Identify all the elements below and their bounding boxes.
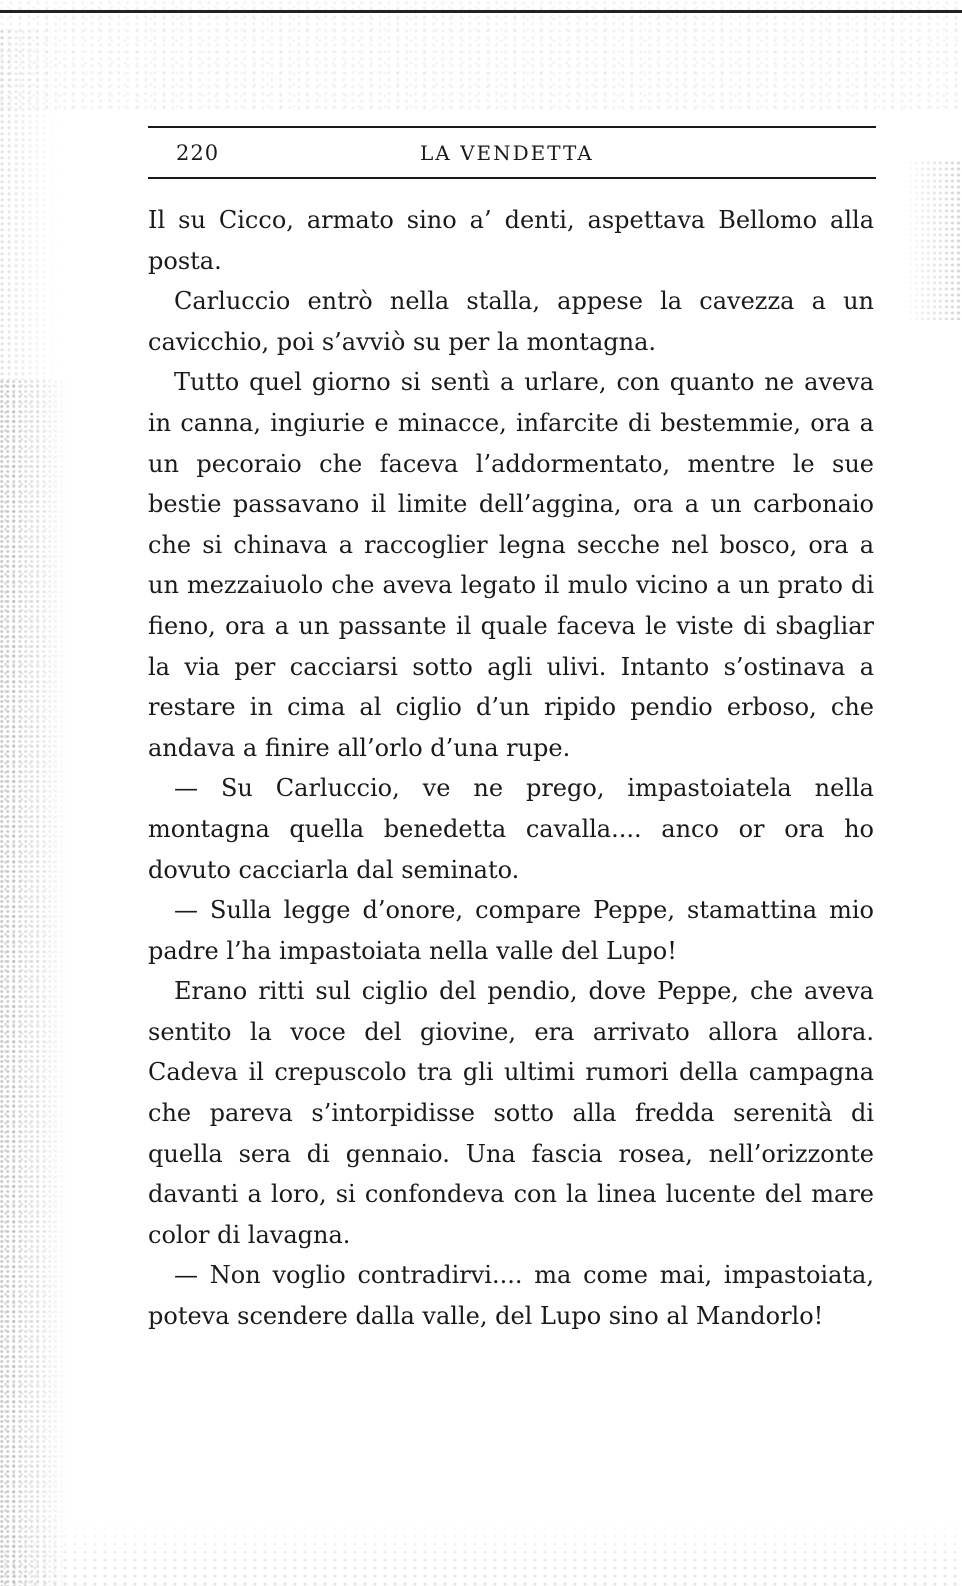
running-title: LA VENDETTA (420, 141, 594, 165)
scan-noise-right (902, 160, 962, 320)
paragraph-4: — Su Carluccio, ve ne prego, impastoiatela nella montagna quella benedetta cavalla.... anco or ora ho dovuto cacciarla dal seminato. (148, 774, 874, 884)
paragraph-6: Erano ritti sul ciglio del pendio, dove Peppe, che aveva sentito la voce del giovine, era arrivato allora allora. Cadeva il crepuscolo tra gli ultimi rumori della campagna che pareva s’intorpidisse sotto alla fredda serenità di quella sera di gennaio. Una fascia rosea, nell’orizzonte davanti a loro, si confondeva con la linea lucente del mare color di lavagna. (148, 977, 874, 1249)
body-text (148, 200, 874, 1337)
paragraph-3: Tutto quel giorno si sentì a urlare, con quanto ne aveva in canna, ingiurie e minacce, infarcite di bestemmie, ora a un pecoraio che faceva l’addormentato, mentre le sue bestie passavano il limite dell’aggina, ora a un carbonaio che si chinava a raccoglier legna secche nel bosco, ora a un mezzaiuolo che aveva legato il mulo vicino a un prato di fieno, ora a un passante il quale faceva le viste di sbagliar la via per cacciarsi sotto agli ulivi. Intanto s’ostinava a restare in cima al ciglio d’un ripido pendio erboso, che andava a finire all’orlo d’una rupe. (148, 368, 874, 762)
header-rule-top (148, 126, 876, 128)
paragraph-1: Il su Cicco, armato sino a’ denti, aspettava Bellomo alla posta. (148, 206, 874, 275)
scan-noise-left (0, 380, 70, 1586)
page-number: 220 (176, 141, 220, 165)
paragraph-2: Carluccio entrò nella stalla, appese la cavezza a un cavicchio, poi s’avviò su per la montagna. (148, 287, 874, 356)
scan-noise-top (0, 0, 962, 110)
paragraph-5: — Sulla legge d’onore, compare Peppe, stamattina mio padre l’ha impastoiata nella valle del Lupo! (148, 896, 874, 965)
header-rule-bottom (148, 177, 876, 179)
scan-noise-left-upper (0, 30, 60, 380)
page-top-edge (0, 10, 962, 13)
paragraph-7: — Non voglio contradirvi.... ma come mai, impastoiata, poteva scendere dalla valle, del Lupo sino al Mandorlo! (148, 1261, 874, 1331)
scan-noise-bottom (0, 1516, 962, 1586)
